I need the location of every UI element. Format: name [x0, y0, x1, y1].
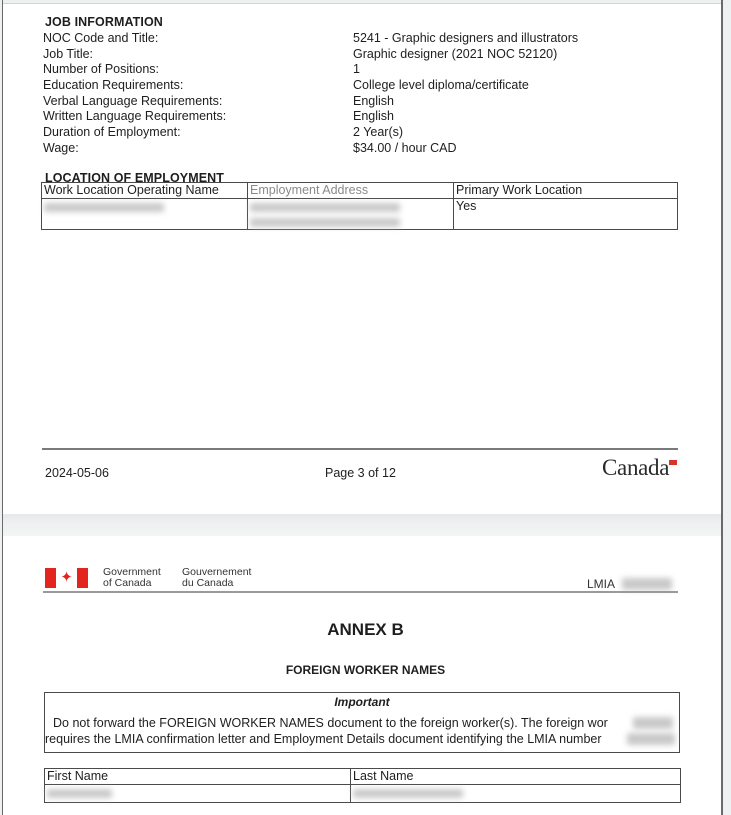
field-label: Wage:: [43, 140, 79, 155]
vertical-scrollbar[interactable]: [721, 0, 723, 815]
field-value: Graphic designer (2021 NOC 52120): [353, 46, 558, 61]
redacted-text: [353, 789, 463, 798]
footer-date: 2024-05-06: [45, 466, 109, 480]
job-information-list: [43, 31, 578, 157]
page-separator: [3, 514, 721, 536]
last-name-cell: [351, 785, 681, 803]
foreign-worker-names-table: [44, 768, 681, 803]
redacted-text: [44, 203, 164, 212]
column-header: Work Location Operating Name: [42, 183, 248, 199]
important-heading: Important: [334, 695, 390, 709]
field-label: NOC Code and Title:: [43, 31, 159, 45]
gov-fr-line2: du Canada: [182, 577, 234, 589]
field-label: Job Title:: [43, 46, 94, 61]
redacted-text: [47, 789, 112, 798]
field-label: Verbal Language Requirements:: [43, 93, 223, 108]
redacted-text: [633, 717, 673, 729]
column-header: Last Name: [351, 769, 681, 785]
column-header: Primary Work Location: [454, 183, 678, 199]
table-header-row: [45, 769, 681, 785]
field-value: English: [353, 93, 394, 108]
wordmark-flag-icon: [669, 460, 677, 465]
field-value: 1: [353, 62, 360, 77]
job-information-heading: JOB INFORMATION: [45, 15, 163, 29]
field-label: Written Language Requirements:: [43, 109, 227, 124]
foreign-worker-names-title: FOREIGN WORKER NAMES: [285, 663, 446, 677]
job-info-row: [43, 141, 578, 157]
location-table: [41, 182, 678, 230]
column-header: Employment Address: [248, 183, 454, 199]
field-label: Education Requirements:: [43, 78, 184, 93]
redacted-text: [627, 733, 675, 745]
government-of-canada-fr: [182, 567, 251, 589]
gov-en-line1: Government: [103, 566, 161, 578]
canada-wordmark: Canada: [602, 455, 670, 480]
gov-fr-line1: Gouvernement: [182, 566, 252, 578]
job-info-row: [43, 31, 578, 47]
canada-flag-icon: ✦: [45, 568, 88, 588]
table-header-row: [42, 183, 678, 199]
job-info-row: [43, 62, 578, 78]
table-row: [45, 785, 681, 803]
field-value: 5241 - Graphic designers and illustrators: [353, 31, 579, 45]
job-info-row: [43, 94, 578, 110]
job-info-row: [43, 125, 578, 141]
location-of-employment-heading: LOCATION OF EMPLOYMENT: [45, 171, 225, 185]
field-value: English: [353, 109, 394, 124]
header-divider: [43, 591, 678, 593]
primary-location-cell: Yes: [454, 199, 678, 230]
column-header: First Name: [45, 769, 351, 785]
operating-name-cell: [42, 199, 248, 230]
government-of-canada-en: [103, 567, 161, 589]
annex-title: ANNEX B: [327, 620, 404, 639]
important-line-1: Do not forward the FOREIGN WORKER NAMES document to the foreign worker(s). The foreign wor: [53, 716, 608, 730]
first-name-cell: [45, 785, 351, 803]
important-line-2: requires the LMIA confirmation letter and Employment Details document identifying the LMIA number: [45, 732, 602, 746]
field-value: $34.00 / hour CAD: [353, 140, 457, 155]
field-value: College level diploma/certificate: [353, 78, 529, 93]
job-info-row: [43, 109, 578, 125]
address-cell: [248, 199, 454, 230]
lmia-number-redacted: [622, 578, 672, 590]
field-label: Number of Positions:: [43, 62, 160, 77]
important-text: [45, 715, 679, 747]
table-row: [42, 199, 678, 230]
field-label: Duration of Employment:: [43, 125, 181, 140]
redacted-text: [250, 203, 400, 212]
lmia-label: LMIA: [587, 577, 616, 591]
job-info-row: [43, 47, 578, 63]
important-notice: [44, 692, 680, 753]
redacted-text: [250, 218, 400, 227]
footer-divider: [42, 448, 678, 450]
gov-en-line2: of Canada: [103, 577, 152, 589]
job-info-row: [43, 78, 578, 94]
page-number: Page 3 of 12: [325, 466, 396, 480]
field-value: 2 Year(s): [353, 125, 404, 140]
